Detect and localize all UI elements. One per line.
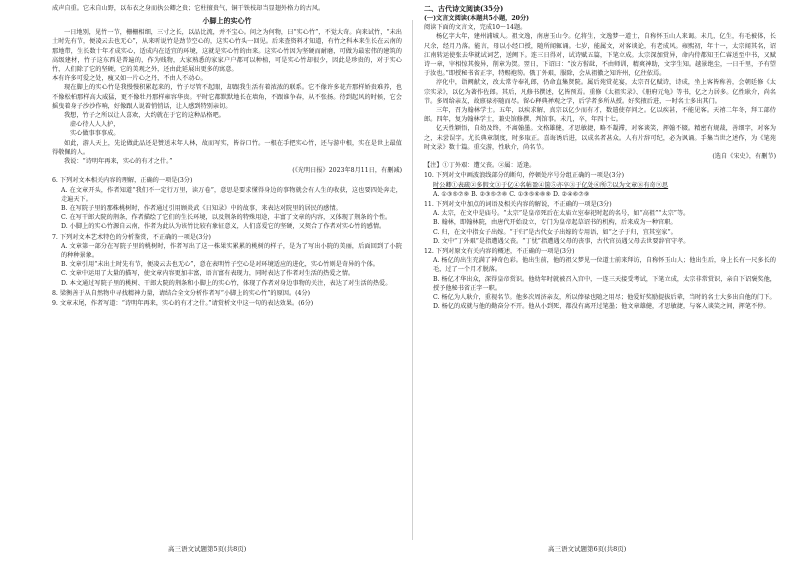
passage-paragraph: 亿天性颖悟，自幼及终，不离翰墨。文格雄健，才思敏捷，略不凝滞，对客谈笑，挥翰不辍。精密有规裁，善细字，对客为之，未尝误字。尤长典章制度，时多取正。喜诲诱后进，以成名者甚众。人有片辞可纪，必为讽诵。手集当世之述作，为《笔苑时文录》数十篇。重交游，性耿介，尚名节。	[424, 125, 776, 151]
question-6-option: B. 在写院子里的那株桃树时，作者通过引用顾炎武《日知录》中的故事，来表达对院里的居民的感情。	[61, 205, 342, 213]
question-7-stem: 7. 下列对文本艺术特色的分析鉴赏，不正确的一项是(3分)	[52, 233, 211, 241]
right-page	[424, 4, 776, 540]
question-8: 8. 梁衡善于从自然物中寻找精神力量，请结合全文分析作者写“小脚上的实心竹”的原因。(4分)	[52, 289, 311, 297]
passage-note: 【注】①丁外艰：遭父丧。②属：适逢。	[424, 162, 536, 170]
page-footer-right: 高三语文试题第6页(共8页)	[548, 545, 627, 553]
question-12-stem: 12. 下列对原文有关内容的概述，不正确的一项是(3分)	[424, 248, 575, 256]
question-12-option: B. 杨亿才华出众，深得皇帝赏识。他幼年时就被召入宫中，一连三天接受考试，下笔立成，太宗非常赏识，亲自下诏褒奖他，授予他秘书省正字一职。	[433, 275, 776, 292]
question-6-stem: 6. 下列对文本相关内容的理解，正确的一项是(3分)	[52, 177, 193, 185]
subsection-heading: (一)文言文阅读(本题共5小题，20分)	[424, 15, 530, 22]
essay-paragraph: 如此，游人天上，先论做此品还是赞送末年人林，故而写实，皆谷口竹。一根在手把实心竹，还与游中根，实在是世上最值得敬佩的人。	[52, 139, 402, 156]
question-6-option: A. 在文章开头，作者知道“我们不一定行万里，读万卷”，意思是要求懂得身边的事物就会有人生的收获，这也要四处奔走，走遍天下。	[61, 186, 402, 203]
question-11-option: B. 翰林，即翰林院，由唐代开始设立，专门为皇帝起草诏书的机构，后来成为一种官职。	[433, 219, 677, 227]
essay-source: (《光明日报》2023年8月11日，有删减)	[292, 167, 402, 175]
left-page	[52, 4, 402, 540]
page-footer-left: 高三语文试题第5页(共8页)	[168, 545, 247, 553]
question-12-option: A. 杨亿的出生充满了神奇色彩。他出生前，他的祖父梦见一位道士前来拜访，自称怀玉山人；他出生后，身上长有一尺多长的毛，过了一个月才脱落。	[433, 257, 776, 274]
intro-paragraph: 成声自重。它未自山野，以布衣之身而执公卿之贵；它柱擅贵气，铜干铁枝却当显翅外格力的古风。	[52, 5, 325, 12]
essay-paragraph: 现在脚上的实心竹是我慢慢积累起来的，竹子尽管不起眼，却跟我生活有着浓浓的联系。它不像许多花卉那样娇贵难养，也不像松柏那样高大威猛，更不像牡丹那样雍容华贵。平时它都默默地长在墙角，不跟谁争春，从不张扬。待到起风的时候，它会摇曳着身子沙沙作响，好像跟人说着悄悄话，让人感到特别亲切。	[52, 84, 402, 110]
page-divider	[412, 20, 413, 540]
essay-paragraph: 本有许多可爱之处，瘦又如一片心之丹，不由人不动心。	[52, 75, 207, 83]
question-9: 9. 文章末尾，作者写道：“诗明年再来，实心的有才之什。”请赏析文中这一句的表达效果。(6分)	[52, 300, 314, 308]
question-7-option: D. 本文通过写院子里的桃树、干郎大院的荆条和小脚上的实心竹，体现了作者对身边事物的关注，表达了对生活的热爱。	[61, 279, 392, 287]
question-11-stem: 11. 下列对文中加点的词语及相关内容的解说，不正确的一项是(3分)	[424, 201, 612, 209]
passage-source: (选自《宋史》，有删节)	[712, 153, 776, 161]
question-7-option: A. 文章第一部分在写院子里的桃树时，作者写出了这一株果实累累的桃树的样子，是为了写出小院的美丽，后面回到了小院的种种景象。	[61, 242, 402, 260]
question-6-option: D. 小脚上的实心竹源自云南，作者为此认为该竹比较有象征意义，人们喜爱它的坚硬，又契合了作者对实心竹的感情。	[61, 223, 386, 231]
question-12-option: D. 杨亿的成就与他的勤奋分不开。他从小到死，都没有离开过笔墨；他文章雄健，才思敏捷，与客人谈笑之间，挥笔不停。	[433, 303, 770, 311]
essay-paragraph: 一日地别，见竹一节，栅栅相细，三寸之长，以品比流，并不宝心。问之为何物，曰“实心竹”，不觉大奇。向来试竹，“未出土时先有节，便凌云去也无心”，从来听说竹是劲节空心的，这实心竹头一回见。后来查资料才知道，有竹之科本来生长在云南的那地带，生长数十年才成实心，适成内在适宜的环境，这就是实心竹的由来。这实心竹因为坚硬而耐磨，可做为最宏伟的建筑的高级建材，竹子这东西是普遍的，作为贱物，大家熟悉的家家户户都可以种植，可是实心竹却很少，因此是珍贵的，对于实心竹，人们除了它的坚硬，它的美观之外，还由此延展出更多的寓意。	[52, 29, 402, 74]
question-10-options: A. ①③⑤⑦⑨ B. ②③⑤⑦⑧ C. ①③⑤⑥⑧⑨ D. ②④⑥⑦⑨	[433, 190, 590, 198]
poem-line: 虚心待人人人护，	[70, 121, 120, 129]
question-6-option: C. 在写干郎大院的荆条，作者描绘了它们的生长环境，以及荆条的特殊用途，丰富了文章的内容，又体现了荆条的个性。	[61, 214, 392, 222]
passage-paragraph: 杨亿字大年，建州浦城人。祖文逸，南唐玉山令。亿将生，文逸梦一道士，自称怀玉山人来谒。未几，亿生，有毛被体，长尺余，经月乃落。能言，母以小经口授，随所闻辄诵。七岁，能属文，对客谈论，有老成风。雍熙初，年十一，太宗闻其名，诏江南转运使张去华就试词艺，送阙下。连三日得对，试诗赋五篇，下笔立成。太宗深加赏异，命内侍都知王仁睿送至中书，又赋诗一章，宰相惊其俊异，削章为贺。翌日，下诏曰：“汝方髫龀，不由师训，精爽神助，文字生知。越景绝尘，一日千里，予有望于汝也。”即授秘书省正字，特赐袍笏。俄丁外艰，服除，会从祖徽之知许州，亿往依焉。	[424, 33, 776, 78]
essay-paragraph: 我说：“诗明年再来，实心的有才之什。”	[64, 158, 173, 166]
poem-line: 实心做事事事成。	[70, 130, 120, 138]
essay-paragraph: 我想，竹子之所以让人喜欢，大约就在于它的这种品格吧。	[64, 112, 225, 120]
question-10-line: 时公卿①表疏②多假文③于亿④名帖盈④箧⑤亦卒③于亿处⑥所⑦以为文章⑧有奇⑨思	[433, 181, 669, 189]
question-7-option: B. 文章引用“未出土时先有节，便凌云去也无心”，意在表明竹子空心是对环境适应的进化，实心竹则是奇异的个体。	[61, 261, 379, 269]
question-11-option: A. 太宗，在文中是庙号。“太宗”是皇帝死后在太庙立室奉祀时起的名号，如“高祖”“太宗”等。	[433, 210, 690, 218]
question-11-option: C. 归，在文中指女子出嫁。“于归”是古代女子出嫁的专用语，如“之子于归，宜其室家”。	[433, 228, 677, 236]
passage-paragraph: 三年，召为翰林学士。五年，以疾求解，真宗以亿少而有才，数遣使存问之。亿以疾甚，不能见客。天禧二年冬，拜工部侍郎。四年，复为翰林学士，兼史馆修撰、判馆事。未几，卒，年四十七。	[424, 107, 776, 124]
passage-paragraph: 淳化中，诣阙献文，改太常寺奉礼郎，仍命直集贤院。属后苑赏花宴，太宗召亿赋诗，诗成，坐上客皆称善，会朝廷修《太宗实录》，以亿为著作佐郎。其后，凡修书撰述，亿皆预焉。重修《太祖实录》、《册府元龟》等书，亿之力居多。亿性耿介，尚名节。多周给亲友，故廪禄亦随而尽。留心释典禅观之学，后学者多所从授。好奖掖后进，一时名士多出其门。	[424, 79, 776, 105]
question-12-option: C. 杨亿为人耿介，重视名节。他多次周济亲友，所以俸禄也随之用尽；他爱好奖励提拔后辈，当时的名士大多出自他的门下。	[433, 294, 776, 302]
question-11-option: D. 文中“丁外艰”是指遭遇父丧。“丁忧”指遭遇父母的丧事，古代官员遇父母去世要辞官守孝。	[433, 237, 690, 245]
question-10-stem: 10. 下列对文中画波浪线部分的断句，停顿处序号分组正确的一项是(3分)	[424, 172, 625, 180]
essay-title: 小脚上的实心竹	[202, 16, 252, 26]
question-7-option: C. 文章中运用了大量的描写，使文章内容更加丰富，语言富有表现力，同时表达了作者对生活的热爱之情。	[61, 270, 355, 278]
section-heading: 二、古代诗文阅读(35分)	[424, 4, 504, 13]
instruction: 阅读下面的文言文，完成10～14题。	[424, 24, 527, 32]
